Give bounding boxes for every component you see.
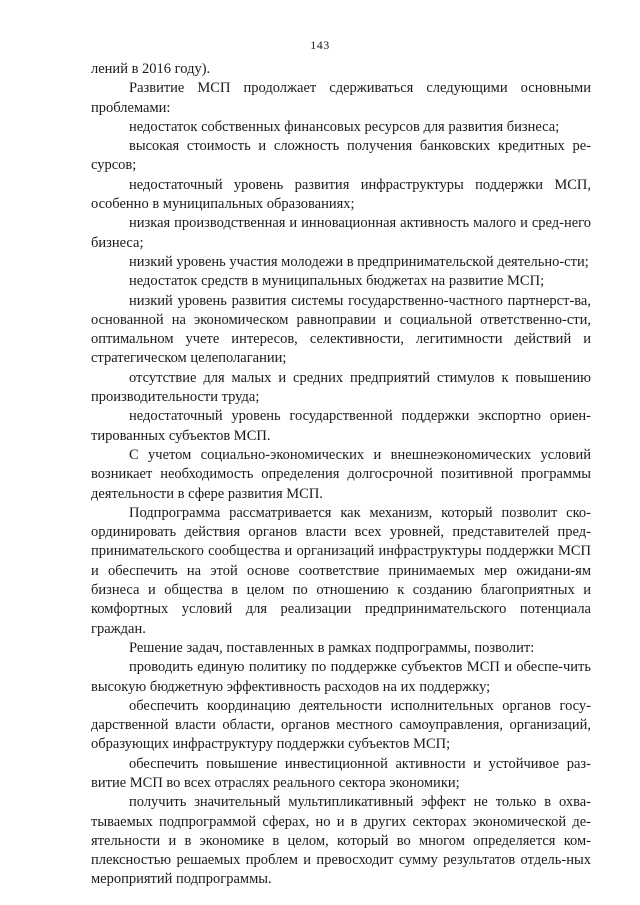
list-item-problem: высокая стоимость и сложность получения банковских кредитных ре-сурсов; xyxy=(91,138,591,174)
list-item-problem: отсутствие для малых и средних предприятий стимулов к повышению производительности труда; xyxy=(91,369,591,406)
page-number: 143 xyxy=(310,38,330,52)
list-item-problem: недостаточный уровень развития инфраструктуры поддержки МСП, особенно в муниципальных образованиях; xyxy=(91,176,591,213)
list-item-problem: недостаток средств в муниципальных бюджетах на развитие МСП; xyxy=(129,273,545,290)
paragraph-problems-intro: Развитие МСП продолжает сдерживаться следующими основными проблемами: xyxy=(91,80,591,116)
list-item-problem: недостаточный уровень государственной поддержки экспортно ориен-тированных субъектов МСП. xyxy=(91,408,591,444)
list-item-result: проводить единую политику по поддержке субъектов МСП и обеспе-чить высокую бюджетную эффективность расходов на их поддержку; xyxy=(91,659,591,695)
list-item-problem: низкая производственная и инновационная активность малого и сред-него бизнеса; xyxy=(91,215,591,251)
paragraph-continuation: лений в 2016 году). xyxy=(91,61,211,77)
list-item-problem: низкий уровень развития системы государственно-частного партнерст-ва, основанной на экономическом равноправии и социальной ответственно-сти, оптимальном учете интересов, селективности, легитимности действий и стратегическом целеполагании; xyxy=(91,292,591,367)
list-item-problem: недостаток собственных финансовых ресурсов для развития бизнеса; xyxy=(129,118,560,135)
list-item-result: получить значительный мультипликативный эффект не только в охва-тываемых подпрограммой сферах, но и в других секторах экономической де-ятельности и в экономике в целом, который во многом определяется ком-плексностью решаемых проблем и превосходит сумму результатов отдель-ных мероприятий подпрограммы. xyxy=(91,794,591,888)
document-body xyxy=(91,60,591,890)
paragraph-subprogram-mechanism: Подпрограмма рассматривается как механизм, который позволит ско-ординировать действия органов власти всех уровней, представителей пред-принимательского сообщества и организаций инфраструктуры поддержки МСП и обеспечить на этой основе соответствие принимаемых мер ожидани-ям бизнеса и общества в целом по отношению к созданию благоприятных и комфортных условий для реализации предпринимательского потенциала граждан. xyxy=(91,504,591,637)
list-item-result: обеспечить координацию деятельности исполнительных органов госу-дарственной власти области, органов местного самоуправления, организаций, образующих инфраструктуру поддержки субъектов МСП; xyxy=(91,697,591,753)
paragraph-tasks-intro: Решение задач, поставленных в рамках подпрограммы, позволит: xyxy=(129,639,535,656)
paragraph-necessity: С учетом социально-экономических и внешнеэкономических условий возникает необходимость определения долгосрочной позитивной программы деятельности в сфере развития МСП. xyxy=(91,446,591,502)
list-item-result: обеспечить повышение инвестиционной активности и устойчивое раз-витие МСП во всех отраслях реального сектора экономики; xyxy=(91,755,591,791)
list-item-problem: низкий уровень участия молодежи в предпринимательской деятельно-сти; xyxy=(129,253,589,270)
